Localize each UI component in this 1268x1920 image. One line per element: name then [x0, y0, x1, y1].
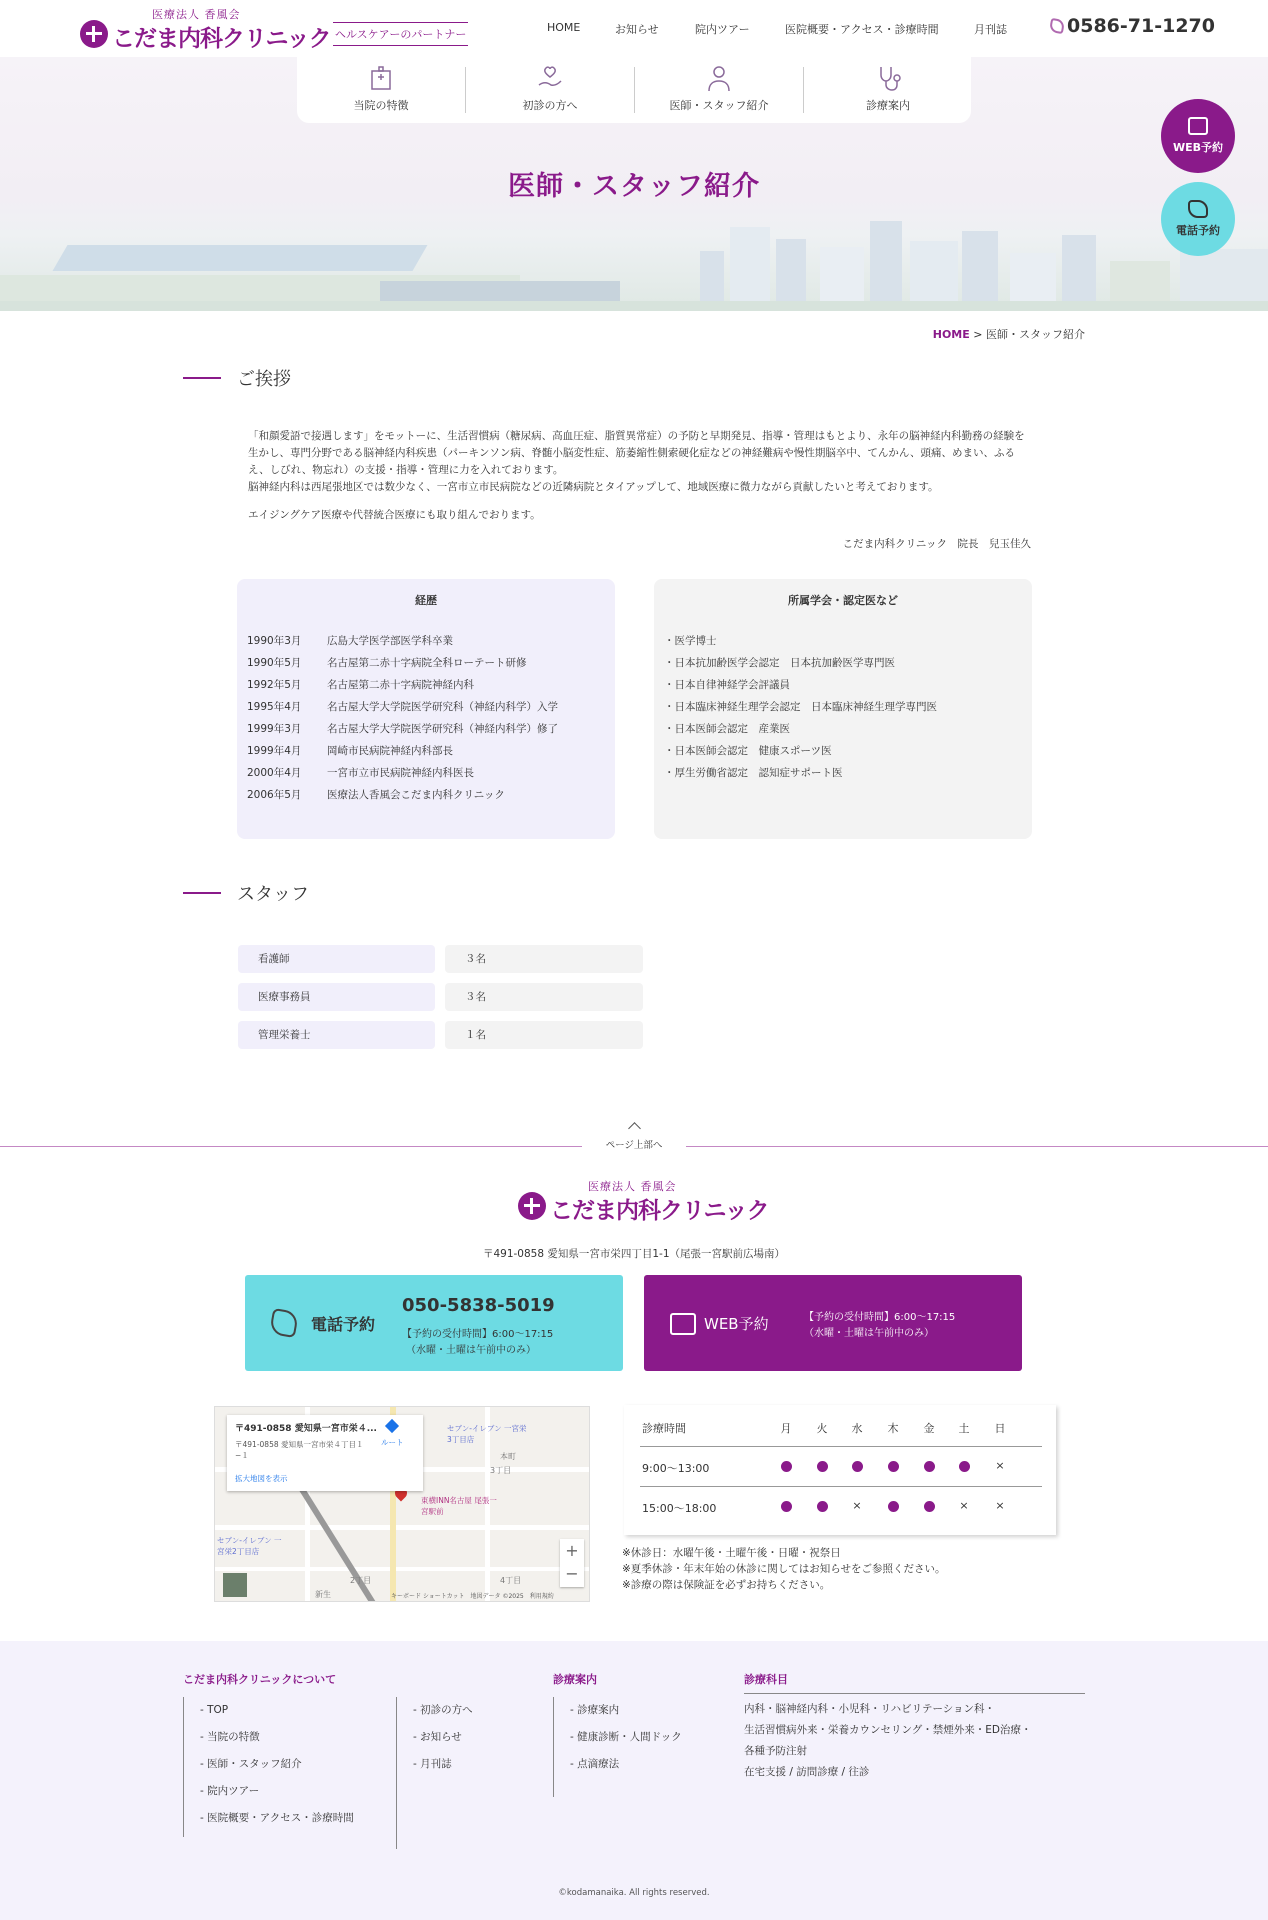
greeting-heading-text: ご挨拶 — [237, 369, 291, 390]
dept-line: 各種予防注射 — [744, 1745, 807, 1757]
open-dot-icon — [883, 1499, 903, 1512]
web-reserve-button[interactable] — [644, 1275, 1022, 1371]
subnav-features[interactable] — [297, 57, 465, 123]
career-item — [247, 762, 615, 784]
societies-list — [664, 630, 1032, 784]
career-text: 名古屋第二赤十字病院全科ローテート研修 — [327, 657, 527, 669]
open-dot-icon — [954, 1459, 974, 1472]
logo-text: こだま内科クリニック — [112, 26, 331, 52]
dept-line: 在宅支援 / 訪問診療 / 往診 — [744, 1766, 870, 1778]
logo-text: こだま内科クリニック — [550, 1198, 769, 1224]
career-item — [247, 696, 615, 718]
open-dot — [888, 1501, 899, 1512]
society-item: ・医学博士 — [664, 635, 717, 647]
hospital-icon — [366, 63, 396, 93]
footer-link[interactable]: - お知らせ — [413, 1731, 462, 1743]
schedule-row — [640, 1447, 1042, 1487]
nav-home[interactable]: HOME — [547, 21, 581, 34]
open-dot-icon — [776, 1459, 796, 1472]
career-year: 1992年5月 — [247, 679, 302, 691]
closed-mark: × — [995, 1459, 1005, 1472]
sub-navigation — [297, 57, 971, 123]
nav-tour[interactable]: 院内ツアー — [695, 23, 750, 36]
float-tel-reserve-button[interactable] — [1161, 182, 1235, 256]
schedule-day: 水 — [851, 1422, 863, 1435]
pagetop-line — [686, 1146, 1268, 1147]
breadcrumb-current: 医師・スタッフ紹介 — [986, 328, 1085, 341]
schedule-row — [640, 1487, 1042, 1527]
director-signature: こだま内科クリニック 院長 兒玉佳久 — [842, 538, 1031, 550]
open-dot — [817, 1501, 828, 1512]
directions-icon[interactable] — [385, 1419, 399, 1433]
subnav-label: 初診の方へ — [522, 99, 578, 112]
society-item: ・日本医師会認定 健康スポーツ医 — [664, 745, 832, 757]
logo-subtitle: 医療法人 香風会 — [152, 8, 241, 21]
web-reserve-note: （水曜・土曜は午前中のみ） — [804, 1328, 934, 1339]
schedule-day: 月 — [780, 1422, 792, 1435]
staff-role: 管理栄養士 — [238, 1021, 435, 1049]
phone-icon — [1049, 18, 1065, 34]
schedule-notes — [622, 1545, 945, 1593]
footer-link[interactable]: - 診療案内 — [570, 1704, 620, 1716]
career-text: 名古屋大学大学院医学研究科（神経内科学）修了 — [327, 723, 558, 735]
satellite-toggle[interactable] — [223, 1573, 247, 1597]
open-dot — [924, 1501, 935, 1512]
tel-reserve-note: （水曜・土曜は午前中のみ） — [406, 1345, 536, 1356]
subnav-label: 医師・スタッフ紹介 — [669, 99, 769, 112]
nav-news[interactable]: お知らせ — [615, 23, 659, 36]
footer-about-col2 — [396, 1697, 473, 1849]
tel-reserve-button[interactable] — [245, 1275, 623, 1371]
web-reserve-label: WEB予約 — [704, 1315, 769, 1333]
breadcrumb — [0, 326, 1085, 342]
schedule-note: ※休診日：水曜午後・土曜午後・日曜・祝祭日 — [622, 1547, 841, 1559]
career-text: 医療法人香風会こだま内科クリニック — [327, 789, 505, 801]
site-footer — [0, 1641, 1268, 1920]
greeting-paragraph: エイジングケア医療や代替統合医療にも取り組んでおります。 — [248, 509, 541, 521]
footer-logo[interactable] — [518, 1178, 769, 1224]
career-title: 経歴 — [415, 594, 437, 607]
open-dot — [781, 1501, 792, 1512]
career-item — [247, 674, 615, 696]
map-label: 新生 — [315, 1590, 331, 1599]
footer-about-heading: こだま内科クリニックについて — [183, 1673, 337, 1686]
schedule-note: ※夏季休診・年末年始の休診に関してはお知らせをご参照ください。 — [622, 1563, 946, 1575]
open-dot-icon — [919, 1499, 939, 1512]
footer-dept-list — [744, 1699, 1032, 1783]
schedule-day: 金 — [923, 1422, 935, 1435]
societies-title: 所属学会・認定医など — [788, 594, 898, 607]
career-box — [237, 579, 615, 839]
staff-heading-text: スタッフ — [237, 884, 309, 905]
logo-mark-icon — [80, 20, 108, 48]
schedule-header: 診療時間 — [642, 1422, 686, 1435]
chevron-up-icon — [628, 1122, 641, 1135]
societies-box — [654, 579, 1032, 839]
society-item: ・日本自律神経学会評議員 — [664, 679, 790, 691]
open-dot-icon — [776, 1499, 796, 1512]
map-card-title: 〒491-0858 愛知県一宮市栄４... — [235, 1424, 377, 1434]
schedule-day: 木 — [887, 1422, 899, 1435]
zoom-in-icon[interactable]: + — [565, 1541, 579, 1560]
subnav-staff[interactable] — [635, 57, 803, 123]
open-dot — [852, 1461, 863, 1472]
schedule-header-row — [640, 1405, 1042, 1447]
career-text: 岡崎市民病院神経内科部長 — [327, 745, 453, 757]
career-year: 1999年4月 — [247, 745, 302, 757]
pagetop-label: ページ上部へ — [605, 1140, 663, 1151]
greeting-heading — [183, 365, 291, 391]
open-dot — [781, 1461, 792, 1472]
tel-reserve-label: 電話予約 — [311, 1315, 376, 1334]
map-label: 4丁目 — [500, 1576, 522, 1585]
open-dot — [924, 1461, 935, 1472]
nav-magazine[interactable]: 月刊誌 — [974, 23, 1007, 36]
subnav-label: 当院の特徴 — [353, 99, 409, 112]
society-item: ・日本抗加齢医学会認定 日本抗加齢医学専門医 — [664, 657, 895, 669]
career-year: 1990年3月 — [247, 635, 302, 647]
header-phone[interactable] — [1050, 15, 1215, 37]
phone-icon — [269, 1308, 299, 1338]
subnav-guide[interactable] — [804, 57, 972, 123]
map-poi: セブン-イレブン 一宮栄2丁目店 — [217, 1536, 282, 1556]
schedule-day: 土 — [958, 1422, 970, 1435]
heart-hand-icon — [535, 63, 565, 93]
open-dot — [959, 1461, 970, 1472]
staff-count: １名 — [445, 1021, 643, 1049]
footer-link[interactable]: - 点滴療法 — [570, 1758, 620, 1770]
map-poi: セブン-イレブン 一宮栄3丁目店 — [447, 1424, 527, 1444]
clinic-logo[interactable] — [80, 6, 331, 52]
float-web-reserve-button[interactable] — [1161, 99, 1235, 173]
career-item — [247, 784, 615, 806]
float-tel-label: 電話予約 — [1176, 224, 1220, 237]
career-item — [247, 630, 615, 652]
schedule-time: 15:00〜18:00 — [642, 1502, 717, 1515]
staff-count: ３名 — [445, 945, 643, 973]
zoom-out-icon[interactable]: − — [565, 1564, 579, 1583]
society-item: ・日本臨床神経生理学会認定 日本臨床神経生理学専門医 — [664, 701, 937, 713]
float-web-label: WEB予約 — [1172, 141, 1224, 154]
pagetop-button[interactable] — [584, 1124, 684, 1151]
society-item: ・日本医師会認定 産業医 — [664, 723, 790, 735]
staff-count: ３名 — [445, 983, 643, 1011]
copyright: ©kodamanaika. All rights reserved. — [558, 1888, 710, 1898]
hero-building — [730, 227, 770, 311]
phone-icon — [1188, 200, 1208, 218]
header-phone-number: 0586-71-1270 — [1067, 15, 1215, 37]
map-card-address: 〒491-0858 愛知県一宮市栄４丁目１−１ — [235, 1440, 364, 1460]
stethoscope-icon — [873, 63, 903, 93]
site-header — [0, 0, 1268, 57]
open-dot-icon — [812, 1459, 832, 1472]
map-attribution: キーボード ショートカット 地図データ ©2025 利用規約 — [391, 1593, 554, 1600]
footer-link[interactable]: - 月刊誌 — [413, 1758, 452, 1770]
calendar-icon — [1188, 117, 1208, 135]
greeting-paragraph: 脳神経内科は西尾張地区では数少なく、一宮市立市民病院などの近隣病院とタイアップして、地域医療に微力ながら貢献したいと考えております。 — [248, 481, 939, 493]
tel-reserve-hours: 【予約の受付時間】6:00〜17:15 — [402, 1329, 554, 1340]
doctor-icon — [704, 63, 734, 93]
open-dot-icon — [847, 1459, 867, 1472]
dept-line: 生活習慣病外来・栄養カウンセリング・禁煙外来・ED治療・ — [744, 1724, 1032, 1736]
dept-line: 内科・脳神経内科・小児科・リハビリテーション科・ — [744, 1703, 996, 1715]
schedule-day: 火 — [816, 1422, 828, 1435]
nav-access[interactable]: 医院概要・アクセス・診療時間 — [785, 23, 939, 36]
greeting-paragraph: 「和顔愛語で接遇します」をモットーに、生活習慣病（糖尿病、高血圧症、脂質異常症）の予防と早期発見、指導・管理はもとより、永年の脳神経内科勤務の経験を生かし、専門分野である脳神経内科疾患（パーキンソン病、脊髄小脳変性症、筋萎縮性側索硬化症などの神経難病や慢性期脳卒中、てんかん、頭痛、めまい、ふるえ、しびれ、物忘れ）の支援・指導・管理に力を入れております。 — [248, 430, 1025, 476]
career-year: 1990年5月 — [247, 657, 302, 669]
map-label: 3丁目 — [490, 1466, 512, 1475]
clinic-address: 〒491-0858 愛知県一宮市栄四丁目1-1（尾張一宮駅前広場南） — [482, 1248, 786, 1260]
career-text: 名古屋第二赤十字病院神経内科 — [327, 679, 474, 691]
footer-about-col1 — [183, 1697, 354, 1837]
open-dot-icon — [919, 1459, 939, 1472]
career-list — [247, 630, 615, 806]
society-item: ・厚生労働省認定 認知症サポート医 — [664, 767, 843, 779]
hero-building — [962, 231, 998, 311]
logo-mark-icon — [518, 1192, 546, 1220]
open-dot — [817, 1461, 828, 1472]
hero-building — [870, 221, 902, 311]
career-year: 1999年3月 — [247, 723, 302, 735]
staff-role: 医療事務員 — [238, 983, 435, 1011]
staff-role: 看護師 — [238, 945, 435, 973]
footer-guide-col — [553, 1697, 682, 1797]
closed-mark: × — [959, 1499, 969, 1512]
career-item — [247, 652, 615, 674]
subnav-label: 診療案内 — [866, 99, 910, 112]
hero-ground — [0, 301, 1268, 311]
closed-mark: × — [852, 1499, 862, 1512]
career-year: 2006年5月 — [247, 789, 302, 801]
open-dot-icon — [883, 1459, 903, 1472]
open-dot — [888, 1461, 899, 1472]
career-text: 広島大学医学部医学科卒業 — [327, 635, 453, 647]
footer-link[interactable]: - 当院の特徴 — [200, 1731, 260, 1743]
career-item — [247, 740, 615, 762]
career-year: 1995年4月 — [247, 701, 302, 713]
closed-mark: × — [995, 1499, 1005, 1512]
map-info-card — [227, 1415, 423, 1491]
map-road — [215, 1525, 590, 1530]
hero-river — [52, 245, 427, 271]
subnav-first-visit[interactable] — [466, 57, 634, 123]
hero-road — [380, 281, 620, 301]
map-route-link[interactable]: ルート — [381, 1438, 404, 1447]
schedule-table — [624, 1405, 1056, 1535]
career-text: 一宮市立市民病院神経内科医長 — [327, 767, 474, 779]
staff-heading — [183, 880, 309, 906]
footer-guide-heading: 診療案内 — [553, 1673, 597, 1686]
calendar-icon — [670, 1313, 696, 1335]
tel-reserve-number: 050-5838-5019 — [402, 1295, 555, 1316]
hero-building — [1062, 235, 1096, 311]
google-map[interactable] — [214, 1406, 590, 1602]
map-label: 本町 — [500, 1452, 516, 1461]
schedule-time: 9:00〜13:00 — [642, 1462, 710, 1475]
pagetop-line — [0, 1146, 582, 1147]
map-zoom-controls — [560, 1539, 584, 1587]
footer-link[interactable]: - 医院概要・アクセス・診療時間 — [200, 1812, 354, 1824]
map-enlarge-link[interactable]: 拡大地図を表示 — [235, 1474, 288, 1483]
footer-link[interactable]: - 初診の方へ — [413, 1704, 473, 1716]
schedule-note: ※診療の際は保険証を必ずお持ちください。 — [622, 1579, 831, 1591]
breadcrumb-home[interactable]: HOME — [932, 328, 970, 341]
open-dot-icon — [812, 1499, 832, 1512]
breadcrumb-separator: > — [973, 328, 983, 341]
career-year: 2000年4月 — [247, 767, 302, 779]
career-text: 名古屋大学大学院医学研究科（神経内科学）入学 — [327, 701, 558, 713]
page-title: 医師・スタッフ紹介 — [508, 171, 760, 202]
footer-link[interactable]: - 健康診断・人間ドック — [570, 1731, 682, 1743]
tagline: ヘルスケアーのパートナー — [333, 22, 468, 46]
schedule-day: 日 — [994, 1422, 1006, 1435]
map-poi: 東横INN名古屋 尾張一宮駅前 — [421, 1496, 497, 1516]
career-item — [247, 718, 615, 740]
footer-link[interactable]: - 院内ツアー — [200, 1785, 260, 1797]
footer-dept-heading: 診療科目 — [744, 1671, 1085, 1694]
map-label: 2丁目 — [350, 1576, 372, 1585]
logo-subtitle: 医療法人 香風会 — [588, 1180, 677, 1193]
footer-link[interactable]: - TOP — [200, 1704, 229, 1716]
web-reserve-hours: 【予約の受付時間】6:00〜17:15 — [804, 1312, 956, 1323]
footer-link[interactable]: - 医師・スタッフ紹介 — [200, 1758, 302, 1770]
map-road — [215, 1567, 590, 1571]
